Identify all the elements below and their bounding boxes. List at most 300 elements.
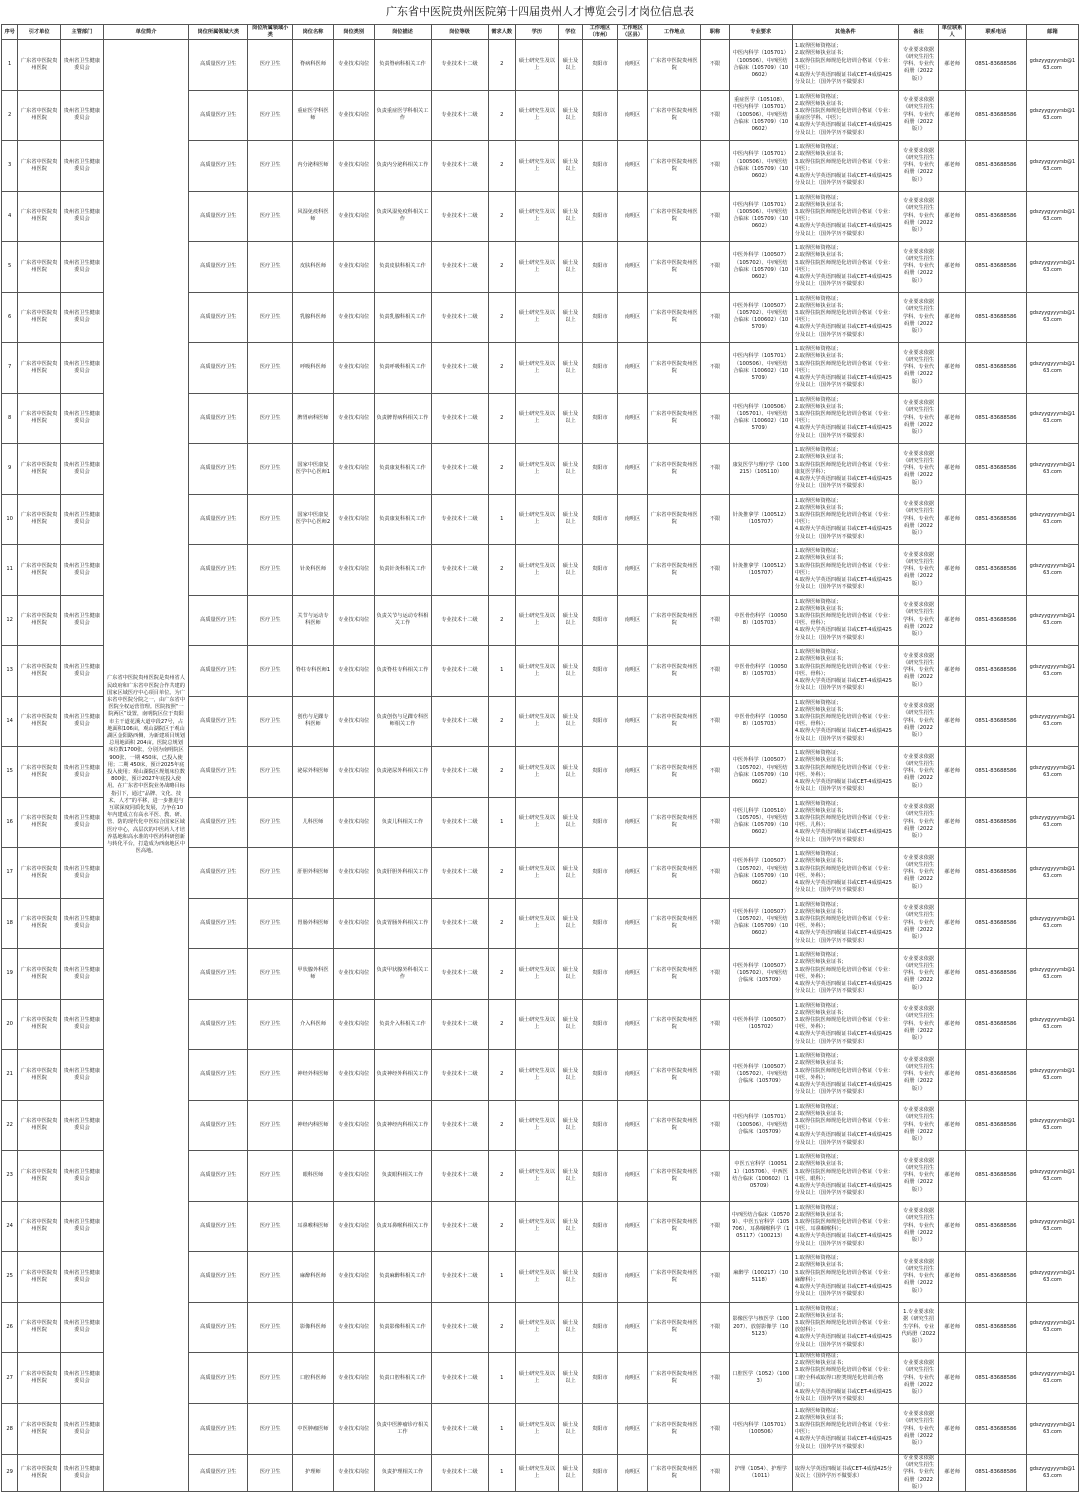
education-cell: 硕士研究生及以上 [515, 1353, 558, 1404]
position-name: 国家中医康复医学中心医师1 [293, 444, 334, 495]
headcount-cell: 2 [488, 696, 515, 747]
contact-cell: 郝老师 [939, 1404, 965, 1455]
city-cell: 贵阳市 [583, 797, 618, 848]
position-desc: 负责内分泌科相关工作 [374, 141, 431, 192]
dept-cell: 贵州省卫生健康委员会 [61, 646, 104, 697]
position-desc: 负责神经内科相关工作 [374, 1100, 431, 1151]
position-desc: 负责风湿免疫科相关工作 [374, 191, 431, 242]
note-cell: 专业要求依据《研究生招生学科、专业代码册（2022版）》 [898, 242, 939, 293]
column-header: 岗位描述 [374, 25, 431, 40]
position-desc: 负责眼科相关工作 [374, 1151, 431, 1202]
unit-cell: 广东省中医院贵州医院 [18, 1151, 61, 1202]
dept-cell: 贵州省卫生健康委员会 [61, 1252, 104, 1303]
contact-cell: 郝老师 [939, 949, 965, 1000]
field-major-cell: 高质量医疗卫生 [189, 999, 248, 1050]
headcount-cell: 2 [488, 595, 515, 646]
other-conditions-cell: 1.取得医师资格证； 2.取得医师执业证书； 3.取得住院医师规范化培训合格证（专业：中医）； 4.取得大学英语四级证书或CET-4成绩425分及以上（国外学历不做要求） [792, 1404, 898, 1455]
degree-cell: 硕士及以上 [558, 999, 582, 1050]
position-name: 乳腺科医师 [293, 292, 334, 343]
unit-cell: 广东省中医院贵州医院 [18, 1050, 61, 1101]
field-minor-cell: 医疗卫生 [248, 797, 293, 848]
email-cell: gdszyygyyyrsb@163.com [1026, 949, 1078, 1000]
category-cell: 专业技术岗位 [333, 1151, 374, 1202]
note-cell: 专业要求依据《研究生招生学科、专业代码册（2022版）》 [898, 1252, 939, 1303]
district-cell: 南明区 [617, 1050, 648, 1101]
position-name: 泌尿外科医师 [293, 747, 334, 798]
other-conditions-cell: 1.取得医师资格证； 2.取得医师执业证书； 3.取得住院医师规范化培训合格证（专业：中医、骨科）； 4.取得大学英语四级证书或CET-4成绩425分及以上（国外学历不做要求） [792, 696, 898, 747]
district-cell: 南明区 [617, 141, 648, 192]
headcount-cell: 2 [488, 1201, 515, 1252]
position-name: 中医肿瘤医师 [293, 1404, 334, 1455]
row-number: 21 [2, 1050, 18, 1101]
category-cell: 专业技术岗位 [333, 898, 374, 949]
row-number: 17 [2, 848, 18, 899]
note-cell: 专业要求依据《研究生招生学科、专业代码册（2022版）》 [898, 797, 939, 848]
position-desc: 负责神经外科相关工作 [374, 1050, 431, 1101]
major-req-cell: 中医外科学（100507）（105702）、中西医结合临床（100602）（105709） [729, 292, 792, 343]
workplace-cell: 广东省中医院贵州医院 [648, 1151, 701, 1202]
other-conditions-cell: 1.取得医师资格证； 2.取得医师执业证书； 3.取得住院医师规范化培训合格证（专业：中医）； 4.取得大学英语四级证书或CET-4成绩425分及以上（国外学历不做要求） [792, 242, 898, 293]
headcount-cell: 2 [488, 90, 515, 141]
education-cell: 硕士研究生及以上 [515, 1151, 558, 1202]
grade-cell: 专业技术十二级 [431, 1252, 488, 1303]
category-cell: 专业技术岗位 [333, 949, 374, 1000]
headcount-cell: 2 [488, 343, 515, 394]
phone-cell: 0851-83688586 [965, 898, 1026, 949]
unit-cell: 广东省中医院贵州医院 [18, 444, 61, 495]
position-desc: 负责脊柱专科相关工作 [374, 646, 431, 697]
contact-cell: 郝老师 [939, 848, 965, 899]
phone-cell: 0851-83688586 [965, 141, 1026, 192]
unit-cell: 广东省中医院贵州医院 [18, 595, 61, 646]
phone-cell: 0851-83688586 [965, 292, 1026, 343]
dept-cell: 贵州省卫生健康委员会 [61, 999, 104, 1050]
position-name: 护理师 [293, 1454, 334, 1491]
phone-cell: 0851-83688586 [965, 1050, 1026, 1101]
contact-cell: 郝老师 [939, 1454, 965, 1491]
field-major-cell: 高质量医疗卫生 [189, 848, 248, 899]
grade-cell: 专业技术十二级 [431, 1100, 488, 1151]
email-cell: gdszyygyyyrsb@163.com [1026, 646, 1078, 697]
major-req-cell: 中医骨伤科学（100508）（105703） [729, 595, 792, 646]
category-cell: 专业技术岗位 [333, 1302, 374, 1353]
degree-cell: 硕士及以上 [558, 1252, 582, 1303]
category-cell: 专业技术岗位 [333, 393, 374, 444]
note-cell: 专业要求依据《研究生招生学科、专业代码册（2022版）》 [898, 1353, 939, 1404]
note-cell: 1.专业要求依据《研究生招生学科、专业代码册（2022版）》 [898, 1302, 939, 1353]
title-req-cell: 不限 [701, 545, 730, 596]
unit-cell: 广东省中医院贵州医院 [18, 1454, 61, 1491]
dept-cell: 贵州省卫生健康委员会 [61, 141, 104, 192]
email-cell: gdszyygyyyrsb@163.com [1026, 1151, 1078, 1202]
district-cell: 南明区 [617, 999, 648, 1050]
contact-cell: 郝老师 [939, 646, 965, 697]
field-major-cell: 高质量医疗卫生 [189, 747, 248, 798]
email-cell: gdszyygyyyrsb@163.com [1026, 90, 1078, 141]
column-header: 学历 [515, 25, 558, 40]
other-conditions-cell: 1.取得医师资格证； 2.取得医师执业证书； 3.取得住院医师规范化培训合格证（专业：中医）； 4.取得大学英语四级证书或CET-4成绩425分及以上（国外学历不做要求） [792, 191, 898, 242]
unit-cell: 广东省中医院贵州医院 [18, 292, 61, 343]
position-desc: 负责乳腺科相关工作 [374, 292, 431, 343]
email-cell: gdszyygyyyrsb@163.com [1026, 444, 1078, 495]
dept-cell: 贵州省卫生健康委员会 [61, 747, 104, 798]
workplace-cell: 广东省中医院贵州医院 [648, 747, 701, 798]
position-name: 甲状腺外科医师 [293, 949, 334, 1000]
unit-cell: 广东省中医院贵州医院 [18, 343, 61, 394]
dept-cell: 贵州省卫生健康委员会 [61, 393, 104, 444]
row-number: 2 [2, 90, 18, 141]
dept-cell: 贵州省卫生健康委员会 [61, 40, 104, 91]
degree-cell: 硕士及以上 [558, 141, 582, 192]
email-cell: gdszyygyyyrsb@163.com [1026, 141, 1078, 192]
column-header: 工作地点 [648, 25, 701, 40]
column-header: 单位简介 [103, 25, 189, 40]
field-major-cell: 高质量医疗卫生 [189, 141, 248, 192]
city-cell: 贵阳市 [583, 1454, 618, 1491]
row-number: 24 [2, 1201, 18, 1252]
column-header: 其他条件 [792, 25, 898, 40]
field-major-cell: 高质量医疗卫生 [189, 191, 248, 242]
field-minor-cell: 医疗卫生 [248, 343, 293, 394]
category-cell: 专业技术岗位 [333, 191, 374, 242]
title-req-cell: 不限 [701, 1454, 730, 1491]
education-cell: 硕士研究生及以上 [515, 141, 558, 192]
workplace-cell: 广东省中医院贵州医院 [648, 999, 701, 1050]
major-req-cell: 中医外科学（100507）（105702）、中西医结合临床（105709）（100602） [729, 747, 792, 798]
position-name: 肝胆外科医师 [293, 848, 334, 899]
category-cell: 专业技术岗位 [333, 848, 374, 899]
district-cell: 南明区 [617, 1252, 648, 1303]
note-cell: 专业要求依据《研究生招生学科、专业代码册（2022版）》 [898, 646, 939, 697]
grade-cell: 专业技术十二级 [431, 1302, 488, 1353]
workplace-cell: 广东省中医院贵州医院 [648, 141, 701, 192]
contact-cell: 郝老师 [939, 1100, 965, 1151]
phone-cell: 0851-83688586 [965, 646, 1026, 697]
position-desc: 负责针灸科相关工作 [374, 545, 431, 596]
note-cell: 专业要求依据《研究生招生学科、专业代码册（2022版）》 [898, 292, 939, 343]
grade-cell: 专业技术十二级 [431, 1454, 488, 1491]
education-cell: 硕士研究生及以上 [515, 242, 558, 293]
degree-cell: 硕士及以上 [558, 545, 582, 596]
unit-cell: 广东省中医院贵州医院 [18, 545, 61, 596]
position-name: 国家中医康复医学中心医师2 [293, 494, 334, 545]
field-minor-cell: 医疗卫生 [248, 1100, 293, 1151]
dept-cell: 贵州省卫生健康委员会 [61, 343, 104, 394]
contact-cell: 郝老师 [939, 1252, 965, 1303]
position-name: 脾胃病科医师 [293, 393, 334, 444]
grade-cell: 专业技术十二级 [431, 90, 488, 141]
dept-cell: 贵州省卫生健康委员会 [61, 545, 104, 596]
field-minor-cell: 医疗卫生 [248, 1353, 293, 1404]
row-number: 27 [2, 1353, 18, 1404]
title-req-cell: 不限 [701, 747, 730, 798]
major-req-cell: 中医内科学（105701）（100506）、中西医结合临床（100602）（105709） [729, 343, 792, 394]
title-req-cell: 不限 [701, 343, 730, 394]
field-major-cell: 高质量医疗卫生 [189, 1302, 248, 1353]
phone-cell: 0851-83688586 [965, 393, 1026, 444]
field-minor-cell: 医疗卫生 [248, 1404, 293, 1455]
row-number: 26 [2, 1302, 18, 1353]
degree-cell: 硕士及以上 [558, 191, 582, 242]
unit-cell: 广东省中医院贵州医院 [18, 1201, 61, 1252]
contact-cell: 郝老师 [939, 242, 965, 293]
major-req-cell: 中医内科学（105701）（100506）、中西医结合临床（105709）（100602） [729, 191, 792, 242]
headcount-cell: 2 [488, 40, 515, 91]
major-req-cell: 中医外科学（100507）（105702）、中西医结合临床（105709） [729, 949, 792, 1000]
district-cell: 南明区 [617, 292, 648, 343]
note-cell: 专业要求依据《研究生招生学科、专业代码册（2022版）》 [898, 343, 939, 394]
category-cell: 专业技术岗位 [333, 1050, 374, 1101]
title-req-cell: 不限 [701, 1404, 730, 1455]
degree-cell: 硕士及以上 [558, 797, 582, 848]
district-cell: 南明区 [617, 545, 648, 596]
city-cell: 贵阳市 [583, 1201, 618, 1252]
degree-cell: 硕士及以上 [558, 646, 582, 697]
contact-cell: 郝老师 [939, 141, 965, 192]
position-name: 脊病科医师 [293, 40, 334, 91]
category-cell: 专业技术岗位 [333, 141, 374, 192]
contact-cell: 郝老师 [939, 292, 965, 343]
workplace-cell: 广东省中医院贵州医院 [648, 292, 701, 343]
position-desc: 负责关节与运动专科相关工作 [374, 595, 431, 646]
position-name: 针灸科医师 [293, 545, 334, 596]
workplace-cell: 广东省中医院贵州医院 [648, 242, 701, 293]
email-cell: gdszyygyyyrsb@163.com [1026, 1100, 1078, 1151]
row-number: 7 [2, 343, 18, 394]
city-cell: 贵阳市 [583, 444, 618, 495]
phone-cell: 0851-83688586 [965, 1151, 1026, 1202]
note-cell: 专业要求依据《研究生招生学科、专业代码册（2022版）》 [898, 1151, 939, 1202]
grade-cell: 专业技术十二级 [431, 848, 488, 899]
title-req-cell: 不限 [701, 696, 730, 747]
email-cell: gdszyygyyyrsb@163.com [1026, 292, 1078, 343]
contact-cell: 郝老师 [939, 393, 965, 444]
headcount-cell: 2 [488, 545, 515, 596]
title-req-cell: 不限 [701, 1151, 730, 1202]
workplace-cell: 广东省中医院贵州医院 [648, 898, 701, 949]
field-minor-cell: 医疗卫生 [248, 141, 293, 192]
city-cell: 贵阳市 [583, 292, 618, 343]
other-conditions-cell: 1.取得医师资格证； 2.取得医师执业证书； 3.取得住院医师规范化培训合格证（专业：康复医学科）； 4.取得大学英语四级证书或CET-4成绩425分及以上（国外学历不做要求） [792, 444, 898, 495]
other-conditions-cell: 1.取得医师资格证； 2.取得医师执业证书； 3.取得住院医师规范化培训合格证（专业：中医、外科）； 4.取得大学英语四级证书或CET-4成绩425分及以上（国外学历不做要求） [792, 747, 898, 798]
major-req-cell: 中医外科学（100507）（105702） [729, 999, 792, 1050]
headcount-cell: 2 [488, 191, 515, 242]
field-minor-cell: 医疗卫生 [248, 696, 293, 747]
row-number: 11 [2, 545, 18, 596]
field-minor-cell: 医疗卫生 [248, 292, 293, 343]
contact-cell: 郝老师 [939, 1302, 965, 1353]
city-cell: 贵阳市 [583, 494, 618, 545]
dept-cell: 贵州省卫生健康委员会 [61, 1050, 104, 1101]
other-conditions-cell: 1.取得医师资格证； 2.取得医师执业证书； 3.取得住院医师规范化培训合格证（专业：中医、外科）； 4.取得大学英语四级证书或CET-4成绩425分及以上（国外学历不做要求） [792, 1050, 898, 1101]
position-desc: 负责呼吸科相关工作 [374, 343, 431, 394]
position-desc: 负责重症医学科相关工作 [374, 90, 431, 141]
phone-cell: 0851-83688586 [965, 444, 1026, 495]
district-cell: 南明区 [617, 848, 648, 899]
dept-cell: 贵州省卫生健康委员会 [61, 696, 104, 747]
headcount-cell: 2 [488, 444, 515, 495]
grade-cell: 专业技术十二级 [431, 242, 488, 293]
major-req-cell: 中医外科学（100507）（105702）、中西医结合临床（105709）（100602） [729, 898, 792, 949]
category-cell: 专业技术岗位 [333, 494, 374, 545]
education-cell: 硕士研究生及以上 [515, 1252, 558, 1303]
degree-cell: 硕士及以上 [558, 848, 582, 899]
position-name: 神经外科医师 [293, 1050, 334, 1101]
unit-cell: 广东省中医院贵州医院 [18, 90, 61, 141]
dept-cell: 贵州省卫生健康委员会 [61, 1404, 104, 1455]
unit-cell: 广东省中医院贵州医院 [18, 898, 61, 949]
column-header: 岗位名称 [293, 25, 334, 40]
position-name: 影像科医师 [293, 1302, 334, 1353]
category-cell: 专业技术岗位 [333, 1252, 374, 1303]
field-major-cell: 高质量医疗卫生 [189, 949, 248, 1000]
contact-cell: 郝老师 [939, 595, 965, 646]
field-minor-cell: 医疗卫生 [248, 1302, 293, 1353]
degree-cell: 硕士及以上 [558, 40, 582, 91]
headcount-cell: 2 [488, 747, 515, 798]
grade-cell: 专业技术十二级 [431, 1151, 488, 1202]
email-cell: gdszyygyyyrsb@163.com [1026, 393, 1078, 444]
other-conditions-cell: 1.取得医师资格证； 2.取得医师执业证书； 3.取得住院医师规范化培训合格证（专业：中医）； 4.取得大学英语四级证书或CET-4成绩425分及以上（国外学历不做要求） [792, 40, 898, 91]
category-cell: 专业技术岗位 [333, 1454, 374, 1491]
education-cell: 硕士研究生及以上 [515, 999, 558, 1050]
column-header: 引才单位 [18, 25, 61, 40]
education-cell: 硕士研究生及以上 [515, 898, 558, 949]
title-req-cell: 不限 [701, 242, 730, 293]
headcount-cell: 1 [488, 1404, 515, 1455]
degree-cell: 硕士及以上 [558, 1454, 582, 1491]
unit-cell: 广东省中医院贵州医院 [18, 40, 61, 91]
other-conditions-cell: 1.取得医师资格证； 2.取得医师执业证书； 3.取得住院医师规范化培训合格证（专业：中医）； 4.取得大学英语四级证书或CET-4成绩425分及以上（国外学历不做要求） [792, 1100, 898, 1151]
phone-cell: 0851-83688586 [965, 999, 1026, 1050]
education-cell: 硕士研究生及以上 [515, 747, 558, 798]
headcount-cell: 1 [488, 1252, 515, 1303]
field-major-cell: 高质量医疗卫生 [189, 90, 248, 141]
position-name: 内分泌科医师 [293, 141, 334, 192]
position-name: 创伤与足踝专科医师 [293, 696, 334, 747]
contact-cell: 郝老师 [939, 343, 965, 394]
other-conditions-cell: 取得大学英语四级证书或CET-4成绩425分及以上（国外学历不做要求） [792, 1454, 898, 1491]
headcount-cell: 1 [488, 797, 515, 848]
email-cell: gdszyygyyyrsb@163.com [1026, 494, 1078, 545]
degree-cell: 硕士及以上 [558, 242, 582, 293]
headcount-cell: 2 [488, 999, 515, 1050]
phone-cell: 0851-83688586 [965, 949, 1026, 1000]
degree-cell: 硕士及以上 [558, 1050, 582, 1101]
major-req-cell: 中西医结合临床（105709）、中医五官科学（105706）、耳鼻咽喉科学（105117）（100213） [729, 1201, 792, 1252]
row-number: 18 [2, 898, 18, 949]
field-minor-cell: 医疗卫生 [248, 90, 293, 141]
degree-cell: 硕士及以上 [558, 595, 582, 646]
dept-cell: 贵州省卫生健康委员会 [61, 1353, 104, 1404]
dept-cell: 贵州省卫生健康委员会 [61, 848, 104, 899]
column-header: 职称 [701, 25, 730, 40]
other-conditions-cell: 1.取得医师资格证； 2.取得医师执业证书； 3.取得住院医师规范化培训合格证（专业：中医）； 4.取得大学英语四级证书或CET-4成绩425分及以上（国外学历不做要求） [792, 494, 898, 545]
city-cell: 贵阳市 [583, 343, 618, 394]
unit-cell: 广东省中医院贵州医院 [18, 1100, 61, 1151]
other-conditions-cell: 1.取得医师资格证； 2.取得医师执业证书； 3.取得住院医师规范化培训合格证（专业：中医、耳鼻咽喉科）； 4.取得大学英语四级证书或CET-4成绩425分及以上（国外学历不做要求） [792, 1201, 898, 1252]
major-req-cell: 中医外科学（100507）（105702）、中西医结合临床（105709） [729, 1050, 792, 1101]
position-desc: 负责康复科相关工作 [374, 494, 431, 545]
major-req-cell: 康复医学与理疗学（100215）（105110） [729, 444, 792, 495]
degree-cell: 硕士及以上 [558, 292, 582, 343]
position-desc: 负责脾胃病科相关工作 [374, 393, 431, 444]
major-req-cell: 中医骨伤科学（100508）（105703） [729, 696, 792, 747]
city-cell: 贵阳市 [583, 1252, 618, 1303]
city-cell: 贵阳市 [583, 90, 618, 141]
category-cell: 专业技术岗位 [333, 343, 374, 394]
dept-cell: 贵州省卫生健康委员会 [61, 494, 104, 545]
row-number: 25 [2, 1252, 18, 1303]
city-cell: 贵阳市 [583, 393, 618, 444]
contact-cell: 郝老师 [939, 1353, 965, 1404]
other-conditions-cell: 1.取得医师资格证； 2.取得医师执业证书； 3.取得住院医师规范化培训合格证（专业：中医、外科）； 4.取得大学英语四级证书或CET-4成绩425分及以上（国外学历不做要求） [792, 949, 898, 1000]
headcount-cell: 2 [488, 1050, 515, 1101]
header-row [2, 25, 1079, 40]
city-cell: 贵阳市 [583, 1404, 618, 1455]
note-cell: 专业要求依据《研究生招生学科、专业代码册（2022版）》 [898, 1050, 939, 1101]
city-cell: 贵阳市 [583, 1302, 618, 1353]
education-cell: 硕士研究生及以上 [515, 191, 558, 242]
email-cell: gdszyygyyyrsb@163.com [1026, 1302, 1078, 1353]
workplace-cell: 广东省中医院贵州医院 [648, 1252, 701, 1303]
phone-cell: 0851-83688586 [965, 1201, 1026, 1252]
position-desc: 负责肝胆外科相关工作 [374, 848, 431, 899]
position-name: 麻醉科医师 [293, 1252, 334, 1303]
degree-cell: 硕士及以上 [558, 1100, 582, 1151]
row-number: 23 [2, 1151, 18, 1202]
title-req-cell: 不限 [701, 797, 730, 848]
field-major-cell: 高质量医疗卫生 [189, 1454, 248, 1491]
contact-cell: 郝老师 [939, 545, 965, 596]
row-number: 14 [2, 696, 18, 747]
workplace-cell: 广东省中医院贵州医院 [648, 848, 701, 899]
workplace-cell: 广东省中医院贵州医院 [648, 545, 701, 596]
position-name: 儿科医师 [293, 797, 334, 848]
position-desc: 负责影像科相关工作 [374, 1302, 431, 1353]
grade-cell: 专业技术十二级 [431, 999, 488, 1050]
position-desc: 负责口腔科相关工作 [374, 1353, 431, 1404]
district-cell: 南明区 [617, 393, 648, 444]
email-cell: gdszyygyyyrsb@163.com [1026, 1252, 1078, 1303]
email-cell: gdszyygyyyrsb@163.com [1026, 191, 1078, 242]
position-desc: 负责皮肤科相关工作 [374, 242, 431, 293]
note-cell: 专业要求依据《研究生招生学科、专业代码册（2022版）》 [898, 444, 939, 495]
district-cell: 南明区 [617, 494, 648, 545]
category-cell: 专业技术岗位 [333, 595, 374, 646]
degree-cell: 硕士及以上 [558, 393, 582, 444]
workplace-cell: 广东省中医院贵州医院 [648, 1050, 701, 1101]
district-cell: 南明区 [617, 1353, 648, 1404]
column-header: 主管部门 [61, 25, 104, 40]
degree-cell: 硕士及以上 [558, 1151, 582, 1202]
workplace-cell: 广东省中医院贵州医院 [648, 40, 701, 91]
contact-cell: 郝老师 [939, 494, 965, 545]
other-conditions-cell: 1.取得医师资格证； 2.取得医师执业证书； 3.取得住院医师规范化培训合格证（专业：中医、眼科）； 4.取得大学英语四级证书或CET-4成绩425分及以上（国外学历不做要求） [792, 1151, 898, 1202]
workplace-cell: 广东省中医院贵州医院 [648, 1454, 701, 1491]
field-minor-cell: 医疗卫生 [248, 545, 293, 596]
grade-cell: 专业技术十二级 [431, 393, 488, 444]
other-conditions-cell: 1.取得医师资格证； 2.取得医师执业证书； 3.取得住院医师规范化培训合格证（专业：中医、儿科）； 4.取得大学英语四级证书或CET-4成绩425分及以上（国外学历不做要求） [792, 797, 898, 848]
field-minor-cell: 医疗卫生 [248, 999, 293, 1050]
major-req-cell: 中医内科学（105701）（100506）、中西医结合临床（105709）（100602） [729, 40, 792, 91]
column-header: 学位 [558, 25, 582, 40]
field-major-cell: 高质量医疗卫生 [189, 1353, 248, 1404]
field-major-cell: 高质量医疗卫生 [189, 292, 248, 343]
title-req-cell: 不限 [701, 90, 730, 141]
dept-cell: 贵州省卫生健康委员会 [61, 191, 104, 242]
row-number: 19 [2, 949, 18, 1000]
